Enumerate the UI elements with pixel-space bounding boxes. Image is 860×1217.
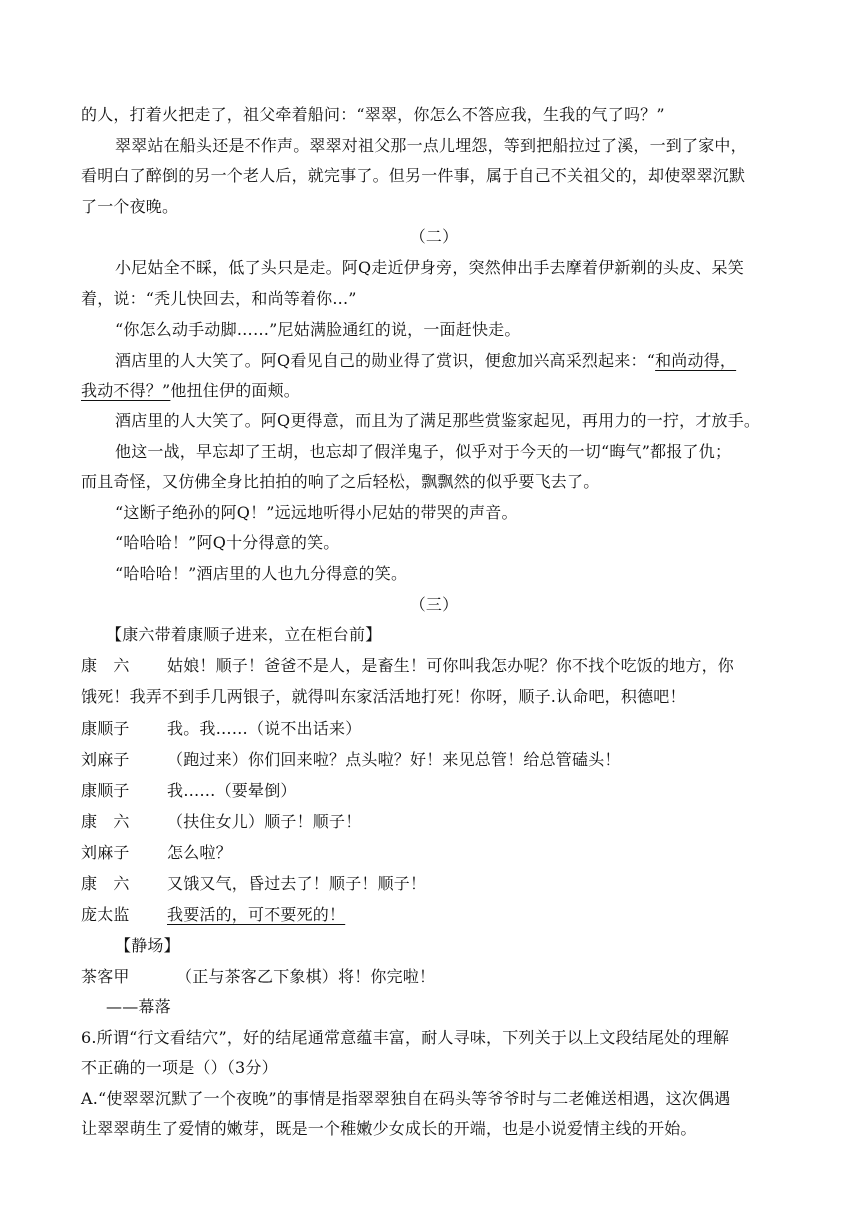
section-heading: （二） — [409, 227, 459, 246]
question-line: 6.所谓“行文看结穴”，好的结尾通常意蕴丰富，耐人寻味，下列关于以上文段结尾处的理解 — [81, 1028, 730, 1047]
dialogue-text: （扶住女儿）顺子！顺子！ — [167, 812, 362, 831]
dialogue-line — [81, 806, 781, 837]
dialogue-line — [81, 868, 781, 899]
dialogue-line — [81, 837, 781, 868]
dialogue-text: 我。我……（说不出话来） — [167, 719, 362, 738]
paragraph-line: 着，说：“秃儿快回去，和尚等着你...” — [81, 289, 357, 308]
option-a-line: A.“使翠翠沉默了一个夜晚”的事情是指翠翠独自在码头等爷爷时与二老傩送相遇，这次偶遇 — [81, 1089, 731, 1108]
dialogue-text: 我……（要晕倒） — [167, 781, 297, 800]
speaker-name: 刘麻子 — [81, 843, 130, 862]
stage-direction: 【静场】 — [115, 936, 180, 955]
speaker-name: 康 六 — [81, 874, 130, 893]
option-a-line: 让翠翠萌生了爱情的嫩芽，既是一个稚嫩少女成长的开端，也是小说爱情主线的开始。 — [81, 1119, 697, 1138]
dialogue-text: （跑过来）你们回来啦？点头啦？好！来见总管！给总管磕头！ — [167, 750, 621, 769]
paragraph-line: 了一个夜晚。 — [81, 197, 179, 216]
dialogue-line — [81, 744, 781, 775]
dialogue-text: 怎么啦？ — [167, 843, 232, 862]
dialogue-line — [81, 775, 781, 806]
speaker-name: 康顺子 — [81, 781, 130, 800]
underlined-text: 我动不得？” — [81, 381, 171, 400]
paragraph-text: 酒店里的人大笑了。阿Q看见自己的勋业得了赏识，便愈加兴高采烈起来：“ — [115, 351, 656, 370]
paragraph-line — [115, 345, 781, 376]
section-heading: （三） — [409, 595, 459, 614]
paragraph-line: 酒店里的人大笑了。阿Q更得意，而且为了满足那些赏鉴家起见，再用力的一拧，才放手。 — [115, 411, 761, 430]
paragraph-line: 翠翠站在船头还是不作声。翠翠对祖父那一点儿埋怨，等到把船拉过了溪，一到了家中， — [115, 136, 747, 155]
dialogue-line — [81, 899, 781, 930]
speaker-name: 康 六 — [81, 656, 130, 675]
paragraph-line — [81, 375, 781, 406]
paragraph-line: “哈哈哈！”酒店里的人也九分得意的笑。 — [115, 564, 408, 583]
paragraph-line: 的人，打着火把走了，祖父牵着船问：“翠翠，你怎么不答应我，生我的气了吗？” — [81, 105, 665, 124]
curtain-line: ——幕落 — [106, 997, 171, 1016]
paragraph-line: 而且奇怪，又仿佛全身比拍拍的响了之后轻松，飘飘然的似乎要飞去了。 — [81, 472, 600, 491]
question-line: 不正确的一项是（）（3分） — [81, 1058, 278, 1077]
paragraph-line: 他这一战，早忘却了王胡，也忘却了假洋鬼子，似乎对于今天的一切“晦气”都报了仇； — [115, 442, 732, 461]
paragraph-line: 看明白了醉倒的另一个老人后，就完事了。但另一件事，属于自己不关祖父的，却使翠翠沉默 — [81, 166, 746, 185]
paragraph-line: “这断子绝孙的阿Q！”远远地听得小尼姑的带哭的声音。 — [115, 503, 518, 522]
speaker-name: 康顺子 — [81, 719, 130, 738]
stage-direction: 【康六带着康顺子进来，立在柜台前】 — [106, 625, 382, 644]
dialogue-line — [81, 650, 781, 681]
speaker-name: 庞太监 — [81, 905, 130, 924]
underlined-text: 和尚动得， — [655, 351, 737, 370]
dialogue-line — [81, 713, 781, 744]
speaker-name: 康 六 — [81, 812, 130, 831]
speaker-name: 刘麻子 — [81, 750, 130, 769]
speaker-name: 茶客甲 — [81, 967, 130, 986]
paragraph-line: “你怎么动手动脚……”尼姑满脸通红的说，一面赶快走。 — [115, 320, 521, 339]
paragraph-line: “哈哈哈！”阿Q十分得意的笑。 — [115, 533, 340, 552]
paragraph-text: 他扭住伊的面颊。 — [170, 381, 300, 400]
dialogue-line — [81, 961, 781, 992]
underlined-text: 我要活的，可不要死的！ — [167, 905, 346, 924]
dialogue-line: 饿死！我弄不到手几两银子，就得叫东家活活地打死！你呀，顺子.认命吧，积德吧！ — [81, 687, 686, 706]
dialogue-text: 姑娘！顺子！爸爸不是人，是畜生！可你叫我怎办呢？你不找个吃饭的地方，你 — [167, 656, 735, 675]
dialogue-text: （正与茶客乙下象棋）将！你完啦！ — [176, 967, 436, 986]
paragraph-line: 小尼姑全不睬，低了头只是走。阿Q走近伊身旁，突然伸出手去摩着伊新剃的头皮、呆笑 — [115, 258, 744, 277]
dialogue-text: 又饿又气，昏过去了！顺子！顺子！ — [167, 874, 427, 893]
